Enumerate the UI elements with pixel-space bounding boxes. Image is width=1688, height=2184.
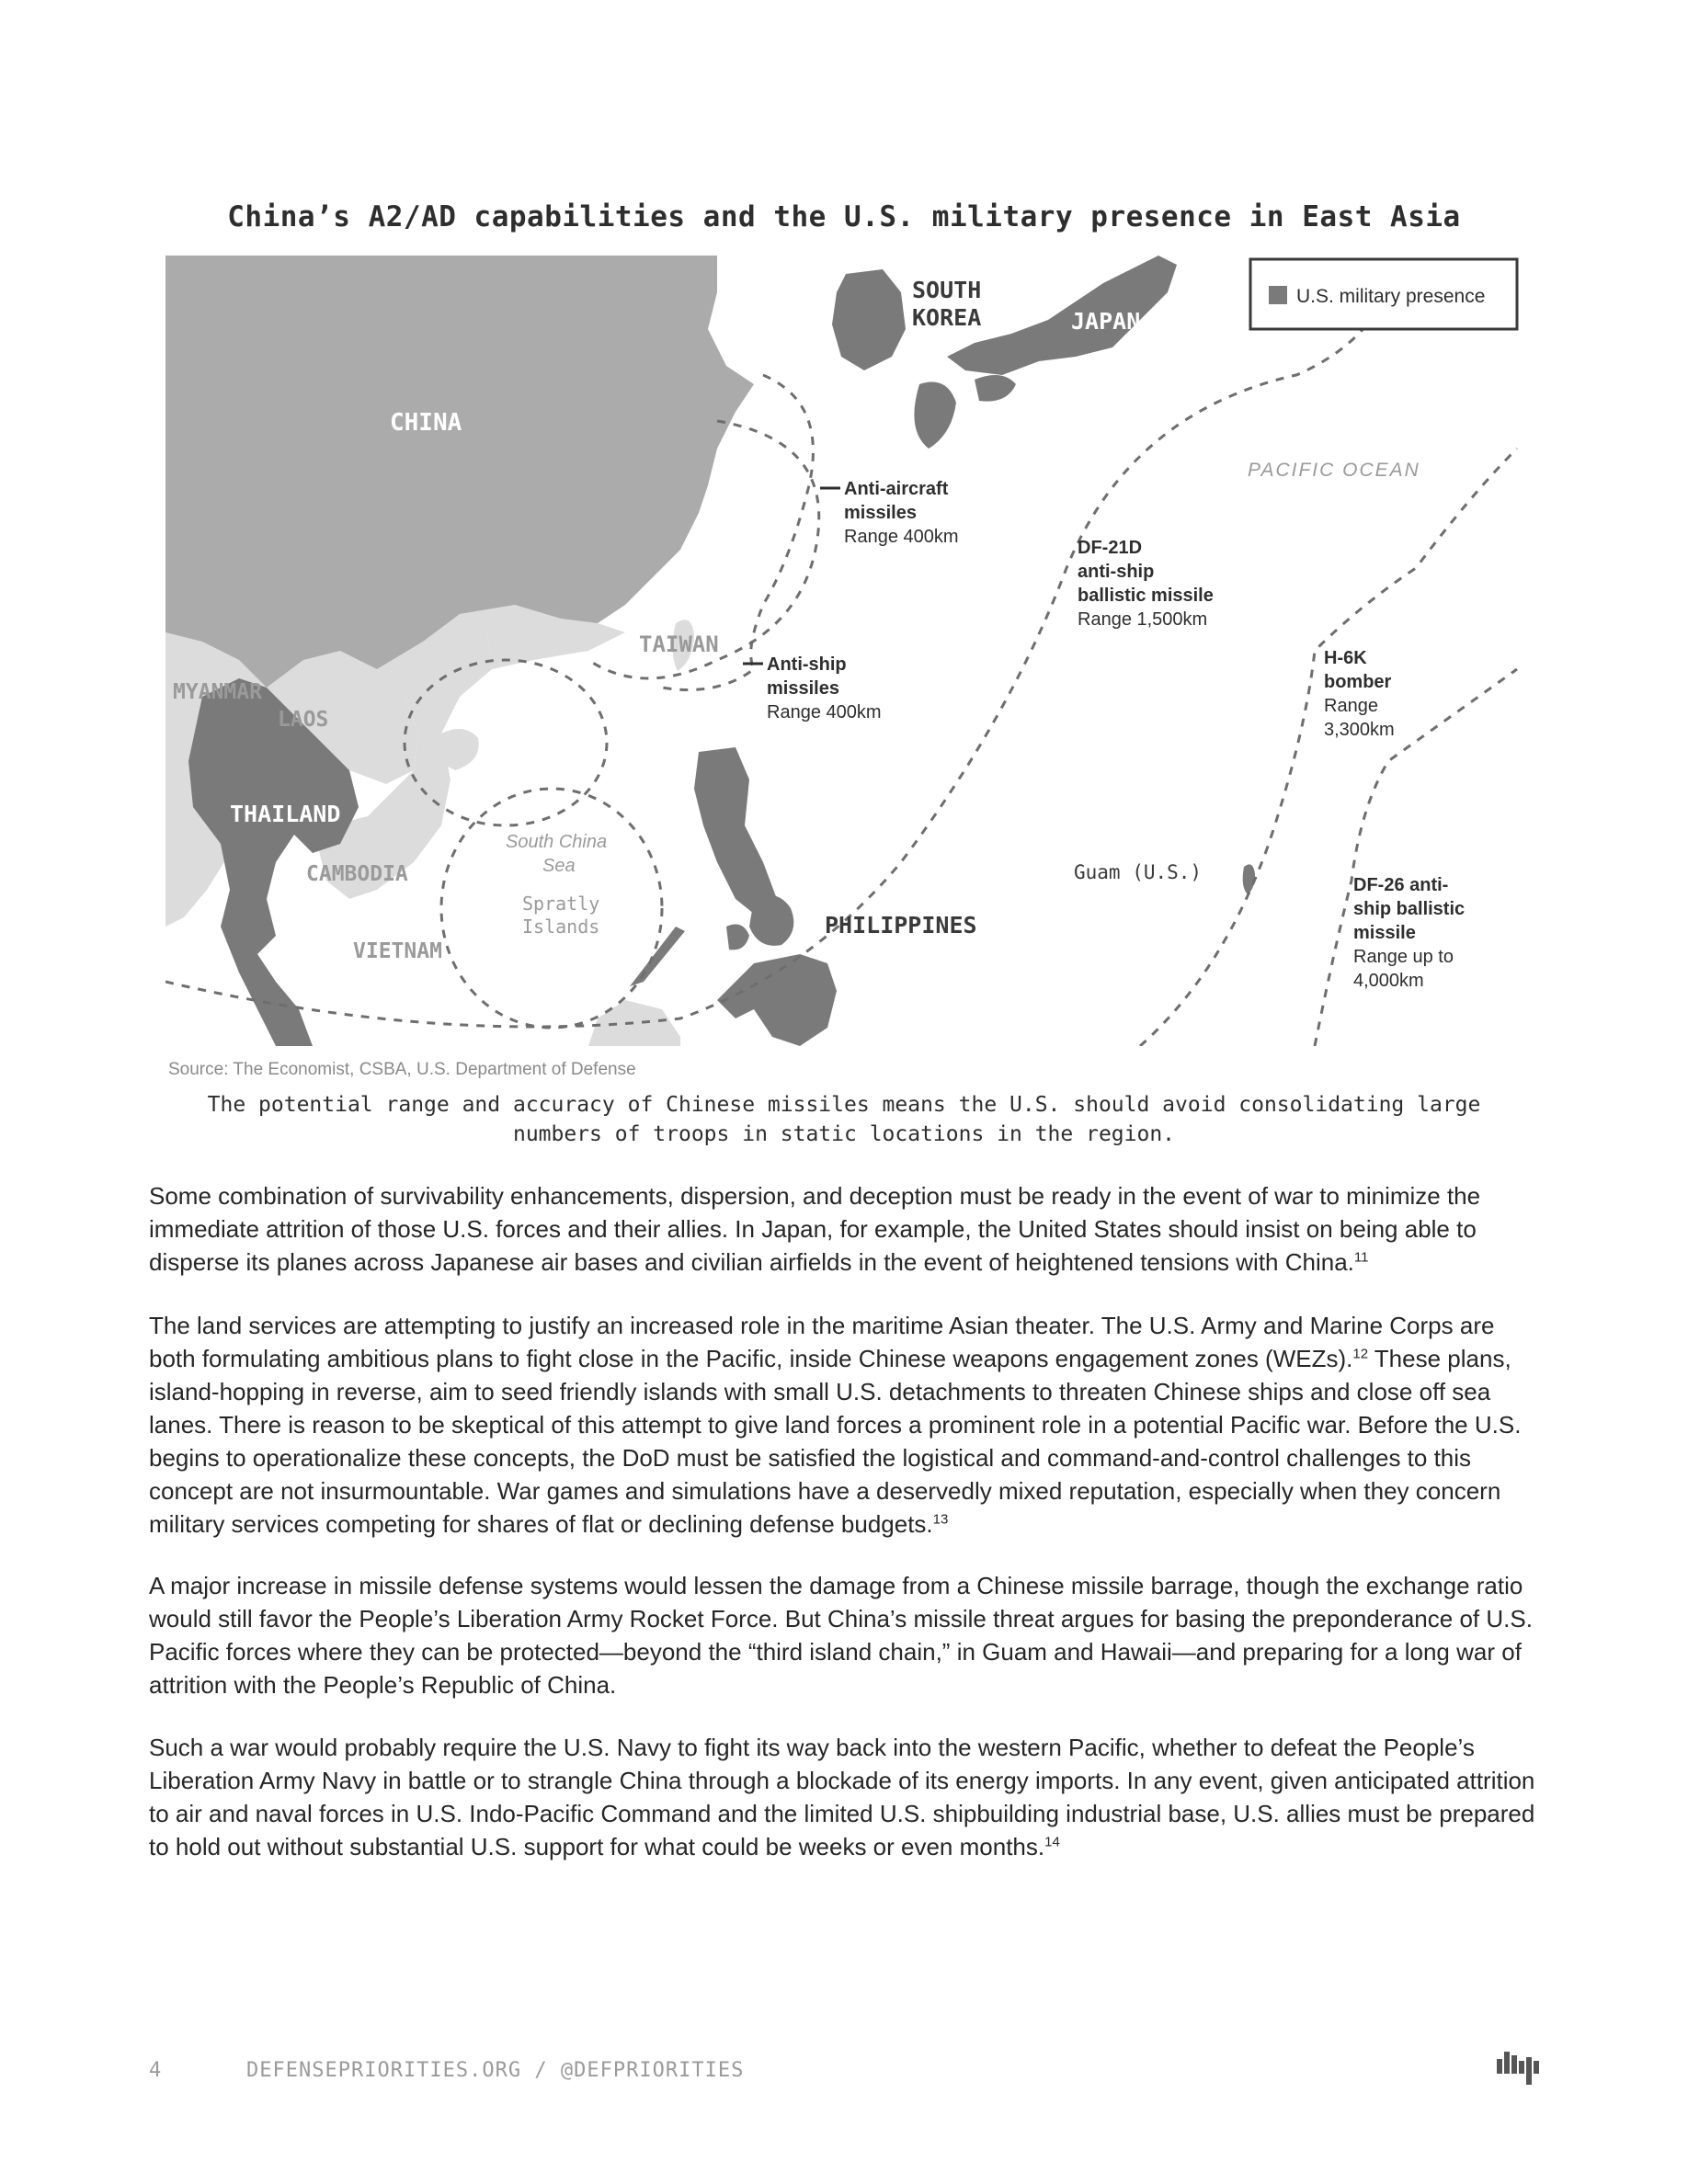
legend-label: U.S. military presence <box>1296 286 1486 307</box>
label-pacific-ocean: PACIFIC OCEAN <box>1248 460 1420 481</box>
body-paragraph-2 <box>149 1309 1546 1541</box>
label-guam: Guam (U.S.) <box>1074 861 1203 883</box>
map-legend <box>1250 259 1517 329</box>
body-paragraph-3 <box>149 1569 1546 1701</box>
df26-name-3: missile <box>1353 923 1416 943</box>
anti-aircraft-name-2: missiles <box>844 503 917 523</box>
label-thailand: THAILAND <box>230 801 341 827</box>
h6k-range-1: Range <box>1324 696 1378 716</box>
label-myanmar: MYANMAR <box>173 680 262 704</box>
defense-priorities-logo-icon <box>1497 2046 1539 2087</box>
df21d-range: Range 1,500km <box>1078 609 1208 630</box>
luzon-shape <box>694 747 777 917</box>
h6k-ring <box>1140 449 1517 1046</box>
visayas-2-shape <box>726 925 749 950</box>
mindanao-shape <box>717 954 837 1046</box>
label-china: CHINA <box>390 409 462 437</box>
shikoku-shape <box>975 375 1016 402</box>
paragraph-4-text: Such a war would probably require the U.S. Navy to fight its way back into the western Pacific, whether to defeat the People’s Liberation Army Navy in battle or to strangle China through a blockade of its energy imports. In any event, given anticipated attrition to air and naval forces in U.S. Indo-Pacific Command and the limited U.S. shipbuilding industrial base, U.S. allies must be prepared to hold out without substantial U.S. support for what could be weeks or even months. <box>149 1734 1535 1860</box>
df26-range-1: Range up to <box>1353 947 1454 967</box>
label-south-china-sea-1: South China <box>506 832 608 852</box>
df26-range-2: 4,000km <box>1353 971 1424 991</box>
label-cambodia: CAMBODIA <box>306 862 408 886</box>
df26-name-2: ship ballistic <box>1353 899 1466 919</box>
footer-site-link[interactable]: DEFENSEPRIORITIES.ORG / @DEFPRIORITIES <box>246 2059 745 2082</box>
label-laos: LAOS <box>278 708 329 732</box>
footnote-ref-14[interactable]: 14 <box>1044 1834 1060 1850</box>
df21d-name-3: ballistic missile <box>1078 586 1214 606</box>
guam-shape <box>1243 864 1255 894</box>
paragraph-1-text: Some combination of survivability enhancements, dispersion, and deception must be ready in the event of war to minimize the immediate attrition of those U.S. forces and their allies. In Japan, for example, the United States should insist on being able to disperse its planes across Japanese air bases and civilian airfields in the event of heightened tensions with China. <box>149 1182 1481 1276</box>
figure-title: China’s A2/AD capabilities and the U.S. military presence in East Asia <box>227 200 1461 233</box>
label-taiwan: TAIWAN <box>639 631 719 657</box>
h6k-range-2: 3,300km <box>1324 720 1395 740</box>
palawan-shape <box>630 927 685 986</box>
kyushu-shape <box>914 382 956 449</box>
h6k-name-2: bomber <box>1324 672 1392 692</box>
south-korea-shape <box>832 269 906 370</box>
page-number: 4 <box>149 2059 162 2082</box>
anti-aircraft-name-1: Anti-aircraft <box>844 479 949 499</box>
anti-ship-range: Range 400km <box>767 702 882 722</box>
df21d-name-2: anti-ship <box>1078 562 1155 582</box>
visayas-shape <box>749 895 793 946</box>
body-paragraph-1 <box>149 1179 1546 1279</box>
paragraph-2-text-a: The land services are attempting to justify an increased role in the maritime Asian theater. The U.S. Army and Marine Corps are both formulating ambitious plans to fight close in the Pacific, inside Chinese weapons engagement zones (WEZs). <box>149 1312 1495 1372</box>
figure-caption: The potential range and accuracy of Chinese missiles means the U.S. should avoid consolidating large numbers of troops in static locations in the region. <box>207 1093 1481 1146</box>
paragraph-3-text: A major increase in missile defense systems would lessen the damage from a Chinese missile barrage, though the exchange ratio would still favor the People’s Liberation Army Rocket Force. But China’s missile threat argues for basing the preponderance of U.S. Pacific forces where they can be protected—beyond the “third island chain,” in Guam and Hawaii—and preparing for a long war of attrition with the People’s Republic of China. <box>149 1572 1533 1699</box>
footnote-ref-12[interactable]: 12 <box>1352 1346 1369 1362</box>
a2ad-map <box>165 256 1526 1046</box>
label-spratly-2: Islands <box>522 916 600 938</box>
label-south-korea-2: KOREA <box>912 304 982 331</box>
body-paragraph-4 <box>149 1731 1546 1863</box>
label-vietnam: VIETNAM <box>353 939 442 963</box>
h6k-name-1: H-6K <box>1324 648 1367 668</box>
footnote-ref-11[interactable]: 11 <box>1353 1249 1369 1266</box>
figure-source: Source: The Economist, CSBA, U.S. Department of Defense <box>168 1060 636 1079</box>
label-south-korea-1: SOUTH <box>912 277 982 303</box>
label-spratly-1: Spratly <box>522 893 600 915</box>
label-japan: JAPAN <box>1071 308 1141 335</box>
label-philippines: PHILIPPINES <box>825 912 977 938</box>
japan-shape <box>947 256 1177 375</box>
borneo-shape <box>588 1000 680 1046</box>
label-south-china-sea-2: Sea <box>542 856 576 876</box>
anti-ship-name-2: missiles <box>767 678 839 699</box>
df26-name-1: DF-26 anti- <box>1353 875 1449 895</box>
df21d-name-1: DF-21D <box>1078 538 1143 558</box>
anti-ship-name-1: Anti-ship <box>767 654 847 675</box>
legend-swatch <box>1269 286 1287 304</box>
footnote-ref-13[interactable]: 13 <box>932 1511 949 1528</box>
anti-aircraft-range: Range 400km <box>844 527 959 547</box>
paragraph-2-text-b: These plans, island-hopping in reverse, aim to seed friendly islands with small U.S. detachments to threaten Chinese ships and close off sea lanes. There is reason to be skeptical of this attempt to give land forces a prominent role in a potential Pacific war. Before the U.S. begins to operationalize these concepts, the DoD must be satisfied the logistical and command-and-control challenges to this concept are not insurmountable. War games and simulations have a deservedly mixed reputation, especially when they concern military services competing for shares of flat or declining defense budgets. <box>149 1345 1522 1538</box>
